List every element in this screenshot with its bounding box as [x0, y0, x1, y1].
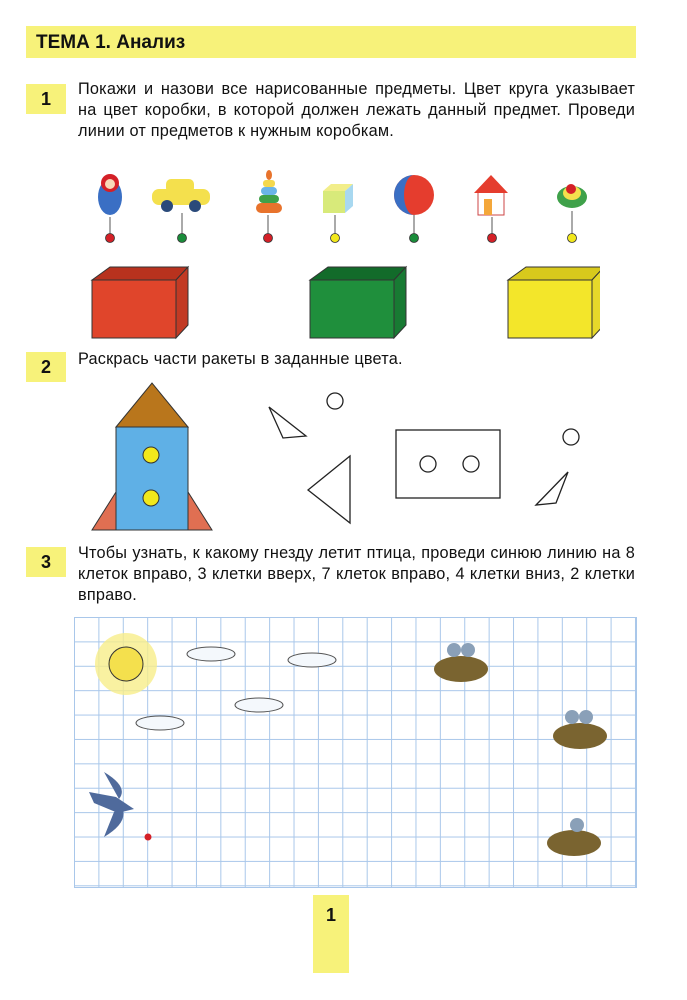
green-dot-icon [410, 234, 419, 243]
circle-shape [327, 393, 343, 409]
start-point [145, 834, 152, 841]
rocket-body [116, 427, 188, 530]
task-number-2: 2 [26, 352, 66, 382]
house-icon [474, 175, 508, 215]
red-dot-icon [264, 234, 273, 243]
triangle-shape [536, 472, 568, 505]
circle-shape [563, 429, 579, 445]
matryoshka-icon [98, 174, 122, 215]
yellow-dot-icon [331, 234, 340, 243]
triangle-shape [308, 456, 350, 523]
theme-header [26, 26, 636, 58]
triangle-shape [269, 407, 306, 438]
circle-shape [463, 456, 479, 472]
task-1-text: Покажи и назови все нарисованные предметы. Цвет круга указывает на цвет коробки, в которой должен лежать данный предмет. Проведи линии от предметов к нужным коробкам. [78, 80, 635, 140]
rocket-right-fin [188, 492, 212, 530]
theme-title: ТЕМА 1. Анализ [36, 32, 186, 53]
green-box-icon [310, 267, 406, 338]
page-number: 1 [313, 895, 349, 973]
rocket-nose [116, 383, 188, 427]
bird-icon [89, 772, 134, 837]
car-icon [152, 179, 210, 212]
pyramid-icon [256, 170, 282, 213]
rocket-window [143, 447, 159, 463]
grid-illustration [74, 617, 636, 887]
green-dot-icon [178, 234, 187, 243]
rocket-left-fin [92, 492, 116, 530]
task-1-illustration [80, 165, 600, 345]
rocket-and-shapes [80, 380, 600, 535]
cube-icon [323, 184, 353, 213]
red-dot-icon [106, 234, 115, 243]
circle-shape [420, 456, 436, 472]
task-2-text: Раскрась части ракеты в заданные цвета. [78, 350, 403, 368]
red-dot-icon [488, 234, 497, 243]
rocket-window [143, 490, 159, 506]
rectangle-shape [396, 430, 500, 498]
task-3-text: Чтобы узнать, к какому гнезду летит птица, проведи синюю линию на 8 клеток вправо, 3 клетки вверх, 7 клеток вправо, 4 клетки вниз, 2 клетки вправо. [78, 544, 635, 604]
red-box-icon [92, 267, 188, 338]
sun-icon [95, 633, 157, 695]
yellow-box-icon [508, 267, 600, 338]
cloud-icon [136, 647, 336, 730]
task-number-3: 3 [26, 547, 66, 577]
task-number-1: 1 [26, 84, 66, 114]
ball-icon [394, 175, 434, 215]
spinning-top-icon [557, 184, 587, 208]
yellow-dot-icon [568, 234, 577, 243]
